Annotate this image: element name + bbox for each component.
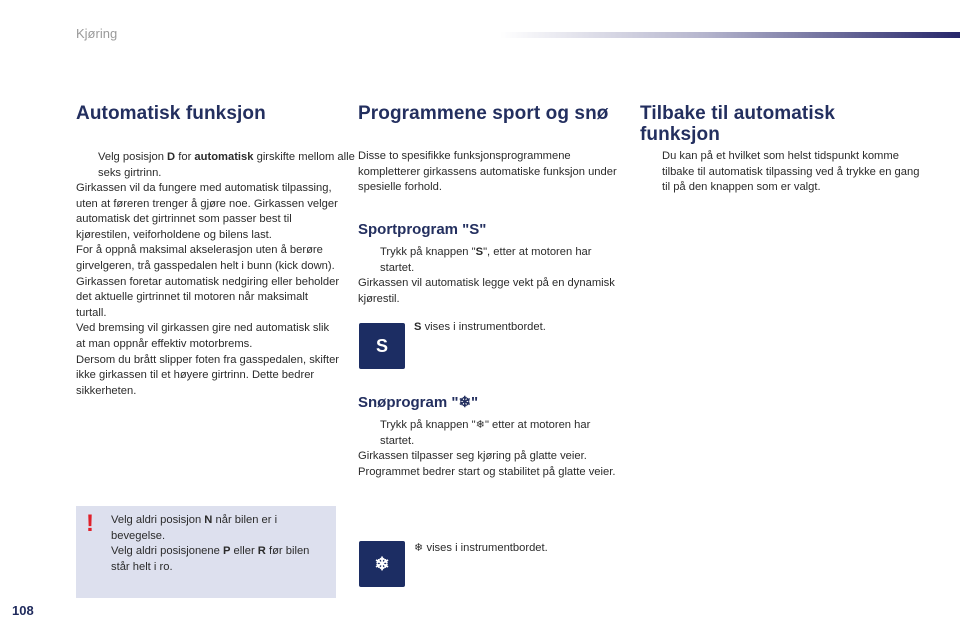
- header-rule: [500, 32, 960, 38]
- snow-program-title: Snøprogram "❄": [358, 394, 479, 411]
- automatic-body: Girkassen vil da fungere med automatisk tilpassing, uten at føreren trenger å gjøre noe. Girkassen velger automatisk det girtrinnet som passer best til kjørestilen, veiforholdene og bilens last. For å oppnå maksimal akselerasjon uten å berøre girvelgeren, trå gasspedalen helt i bunn (kick down). Girkassen foretar automatisk nedgiring eller beholder det aktuelle girtrinnet til motoren når maksimalt turtall. Ved bremsing vil girkassen gire ned automatisk slik at man oppnår effektiv motorbrems. Dersom du brått slipper foten fra gasspedalen, skifter ikke girkassen til et høyere girtrinn. Dette bedrer sikkerheten.: [76, 182, 340, 397]
- programs-intro: Disse to spesifikke funksjonsprogrammene kompletterer girkassens automatiske funksjon under spesielle forhold.: [358, 150, 617, 194]
- warning-text: Velg aldri posisjon N når bilen er i bevegelse. Velg aldri posisjonene P eller R før bilen står helt i ro.: [111, 514, 310, 573]
- automatic-function-title: Automatisk funksjon: [76, 103, 266, 124]
- sport-indicator-text: S vises i instrumentbordet.: [414, 321, 546, 333]
- sport-program-title: Sportprogram "S": [358, 221, 487, 238]
- snow-indicator-icon: ❄: [359, 541, 405, 587]
- section-header: Kjøring: [76, 26, 118, 41]
- sport-body: Girkassen vil automatisk legge vekt på en dynamisk kjørestil.: [358, 277, 615, 305]
- warning-box: [76, 506, 336, 598]
- page-number: 108: [12, 603, 34, 618]
- sport-indicator-icon: S: [359, 323, 405, 369]
- automatic-bullet: Velg posisjon D for automatisk girskifte mellom alle seks girtrinn.: [98, 151, 355, 179]
- snow-indicator-text: ❄ vises i instrumentbordet.: [414, 542, 548, 554]
- warning-icon: !: [86, 510, 94, 537]
- snow-body: Girkassen tilpasser seg kjøring på glatte veier. Programmet bedrer start og stabilitet på glatte veier.: [358, 450, 616, 478]
- return-bullet: Du kan på et hvilket som helst tidspunkt komme tilbake til automatisk tilpassing ved å trykke en gang til på den knappen som er valgt.: [662, 150, 920, 194]
- programs-title: Programmene sport og snø: [358, 103, 609, 124]
- snow-bullet: Trykk på knappen "❄" etter at motoren har startet.: [380, 419, 591, 447]
- sport-bullet: Trykk på knappen "S", etter at motoren har startet.: [380, 246, 592, 274]
- return-automatic-title: Tilbake til automatisk funksjon: [640, 103, 836, 145]
